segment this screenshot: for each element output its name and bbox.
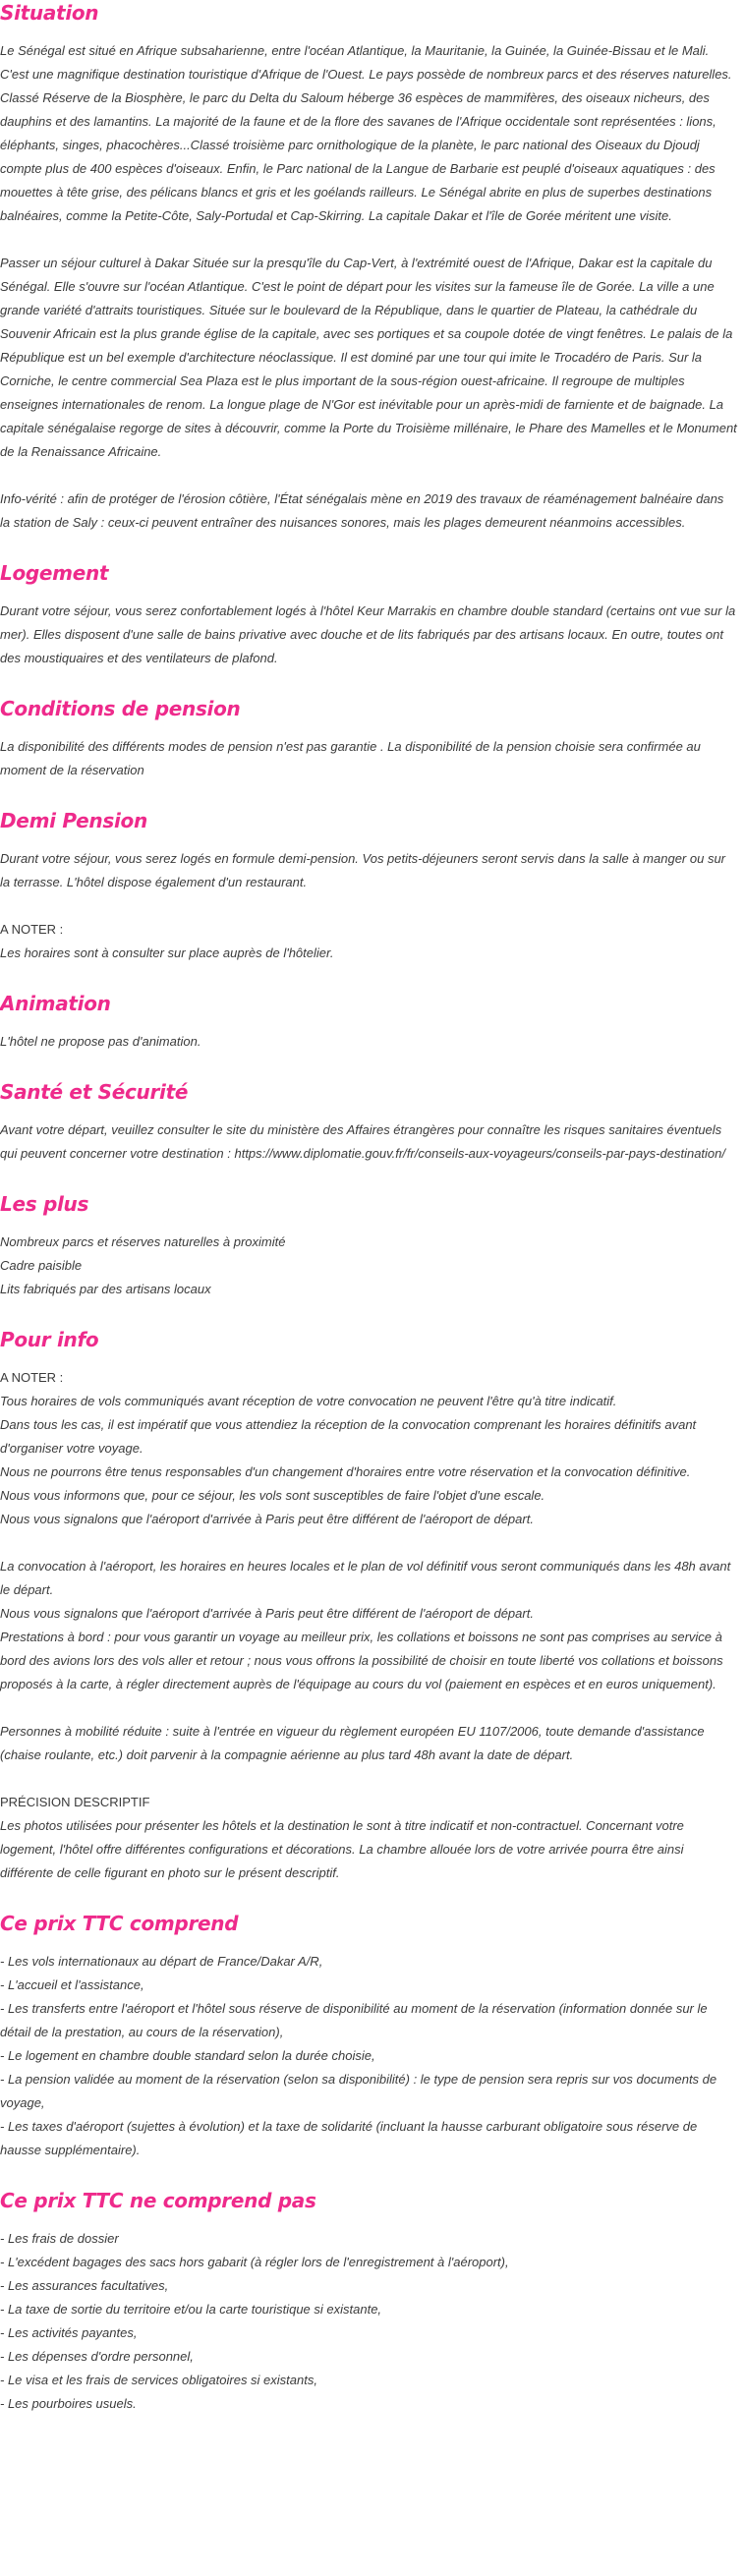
comprend-item: - Les taxes d'aéroport (sujettes à évolution) et la taxe de solidarité (incluant la hausse carburant obligatoire sous réserve de hausse supplémentaire).: [0, 2119, 698, 2157]
info-line: Nous vous informons que, pour ce séjour, les vols sont susceptibles de faire l'objet d'une escale.: [0, 1488, 545, 1503]
animation-paragraph: L'hôtel ne propose pas d'animation.: [0, 1034, 201, 1049]
section-les-plus: [0, 1191, 737, 1301]
non-comprend-item: - Les dépenses d'ordre personnel,: [0, 2349, 194, 2364]
section-situation: [0, 0, 737, 535]
info-line: Nous vous signalons que l'aéroport d'arrivée à Paris peut être différent de l'aéroport de départ.: [0, 1606, 534, 1621]
section-conditions: [0, 696, 737, 782]
comprend-item: - La pension validée au moment de la réservation (selon sa disponibilité) : le type de pension sera repris sur vos documents de voyage,: [0, 2072, 717, 2110]
non-comprend-item: - Les frais de dossier: [0, 2231, 119, 2246]
les-plus-item: Lits fabriqués par des artisans locaux: [0, 1282, 211, 1296]
info-line: Les photos utilisées pour présenter les hôtels et la destination le sont à titre indicatif et non-contractuel. Concernant votre logement, l'hôtel offre différentes configurations et décorations. La chambre allouée lors de votre arrivée pourra être ainsi différente de celle figurant en photo sur le présent descriptif.: [0, 1818, 684, 1880]
section-logement: [0, 560, 737, 670]
info-line: Dans tous les cas, il est impératif que vous attendiez la réception de la convocation comprenant les horaires définitifs avant d'organiser votre voyage.: [0, 1417, 697, 1456]
section-title-animation: Animation: [0, 992, 111, 1015]
section-title-conditions: Conditions de pension: [0, 697, 241, 720]
situation-paragraph-1: Le Sénégal est situé en Afrique subsaharienne, entre l'océan Atlantique, la Mauritanie, la Guinée, la Guinée-Bissau et le Mali. C'est une magnifique destination touristique d'Afrique de l'Ouest. Le pays possède de nombreux parcs et des réserves naturelles. Classé Réserve de la Biosphère, le parc du Delta du Saloum héberge 36 espèces de mammifères, des oiseaux nicheurs, des dauphins et des lamantins. La majorité de la faune et de la flore des savanes de l'Afrique occidentale sont représentées : lions, éléphants, singes, phacochères...Classé troisième parc ornithologique de la planète, le parc national des Oiseaux du Djoudj compte plus de 400 espèces d'oiseaux. Enfin, le Parc national de la Langue de Barbarie est peuplé d'oiseaux aquatiques : des mouettes à tête grise, des pélicans blancs et gris et les goélands railleurs. Le Sénégal abrite en plus de superbes destinations balnéaires, comme la Petite-Côte, Saly-Portudal et Cap-Skirring. La capitale Dakar et l'île de Gorée méritent une visite.: [0, 43, 732, 223]
sante-paragraph: Avant votre départ, veuillez consulter le site du ministère des Affaires étrangères pour connaître les risques sanitaires éventuels qui peuvent concerner votre destination : https://www.diplomatie.gouv.fr/fr/conseils-aux-voyageurs/conseils-par-pays-destination/: [0, 1122, 726, 1161]
section-prix-comprend: [0, 1911, 737, 2162]
info-line: Nous ne pourrons être tenus responsables d'un changement d'horaires entre votre réservation et la convocation définitive.: [0, 1464, 691, 1479]
info-precision-label: PRÉCISION DESCRIPTIF: [0, 1795, 150, 1809]
section-prix-ne-comprend-pas: [0, 2188, 737, 2416]
section-title-logement: Logement: [0, 561, 109, 585]
section-pour-info: [0, 1327, 737, 1885]
info-line: Prestations à bord : pour vous garantir un voyage au meilleur prix, les collations et boissons ne sont pas comprises au service à bord des avions lors des vols aller et retour ; nous vous offrons la possibilité de choisir en toute liberté vos collations et boissons proposés à la carte, à régler directement auprès de l'équipage au cours du vol (paiement en espèces et en euros uniquement).: [0, 1630, 723, 1691]
demi-pension-paragraph: Durant votre séjour, vous serez logés en formule demi-pension. Vos petits-déjeuners seront servis dans la salle à manger ou sur la terrasse. L'hôtel dispose également d'un restaurant.: [0, 851, 726, 889]
section-demi-pension: [0, 808, 737, 965]
comprend-item: - L'accueil et l'assistance,: [0, 1977, 144, 1992]
les-plus-item: Cadre paisible: [0, 1258, 83, 1273]
non-comprend-item: - Les activités payantes,: [0, 2325, 138, 2340]
info-line: La convocation à l'aéroport, les horaires en heures locales et le plan de vol définitif vous seront communiqués dans les 48h avant le départ.: [0, 1559, 731, 1597]
section-animation: [0, 991, 737, 1054]
les-plus-item: Nombreux parcs et réserves naturelles à proximité: [0, 1234, 286, 1249]
info-line: Tous horaires de vols communiqués avant réception de votre convocation ne peuvent l'être qu'à titre indicatif.: [0, 1394, 617, 1408]
section-title-pour-info: Pour info: [0, 1328, 99, 1351]
demi-pension-note: Les horaires sont à consulter sur place auprès de l'hôtelier.: [0, 945, 334, 960]
comprend-item: - Les vols internationaux au départ de France/Dakar A/R,: [0, 1954, 323, 1969]
info-note-label: A NOTER :: [0, 1370, 64, 1385]
situation-paragraph-2: Passer un séjour culturel à Dakar Située sur la presqu'île du Cap-Vert, à l'extrémité ouest de l'Afrique, Dakar est la capitale du Sénégal. Elle s'ouvre sur l'océan Atlantique. C'est le point de départ pour les visites sur la fameuse île de Gorée. La ville a une grande variété d'attraits touristiques. Située sur le boulevard de la République, dans le quartier de Plateau, la cathédrale du Souvenir Africain est la plus grande église de la capitale, avec ses portiques et sa coupole dotée de vingt fenêtres. Le palais de la République est un bel exemple d'architecture néoclassique. Il est dominé par une tour qui imite le Trocadéro de Paris. Sur la Corniche, le centre commercial Sea Plaza est le plus important de la sous-région ouest-africaine. Il regroupe de multiples enseignes internationales de renom. La longue plage de N'Gor est inévitable pour un après-midi de farniente et de baignade. La capitale sénégalaise regorge de sites à découvrir, comme la Porte du Troisième millénaire, le Phare des Mamelles et le Monument de la Renaissance Africaine.: [0, 256, 737, 459]
section-title-prix-comprend: Ce prix TTC comprend: [0, 1912, 239, 1935]
info-line: Nous vous signalons que l'aéroport d'arrivée à Paris peut être différent de l'aéroport de départ.: [0, 1512, 534, 1526]
demi-pension-note-label: A NOTER :: [0, 922, 64, 937]
section-sante: [0, 1079, 737, 1166]
section-title-situation: Situation: [0, 1, 99, 25]
section-title-prix-ne-comprend-pas: Ce prix TTC ne comprend pas: [0, 2189, 316, 2212]
section-title-demi-pension: Demi Pension: [0, 809, 147, 832]
non-comprend-item: - Les pourboires usuels.: [0, 2396, 137, 2411]
non-comprend-item: - L'excédent bagages des sacs hors gabarit (à régler lors de l'enregistrement à l'aéroport),: [0, 2255, 509, 2269]
comprend-item: - Les transferts entre l'aéroport et l'hôtel sous réserve de disponibilité au moment de la réservation (information donnée sur le détail de la prestation, au cours de la réservation),: [0, 2001, 708, 2039]
non-comprend-item: - Le visa et les frais de services obligatoires si existants,: [0, 2373, 317, 2387]
non-comprend-item: - La taxe de sortie du territoire et/ou la carte touristique si existante,: [0, 2302, 382, 2317]
logement-paragraph: Durant votre séjour, vous serez confortablement logés à l'hôtel Keur Marrakis en chambre double standard (certains ont vue sur la mer). Elles disposent d'une salle de bains privative avec douche et de lits fabriqués par des artisans locaux. En outre, toutes ont des moustiquaires et des ventilateurs de plafond.: [0, 603, 736, 665]
section-title-sante: Santé et Sécurité: [0, 1080, 189, 1104]
conditions-paragraph: La disponibilité des différents modes de pension n'est pas garantie . La disponibilité de la pension choisie sera confirmée au moment de la réservation: [0, 739, 701, 777]
non-comprend-item: - Les assurances facultatives,: [0, 2278, 169, 2293]
section-title-les-plus: Les plus: [0, 1192, 89, 1216]
info-line: Personnes à mobilité réduite : suite à l'entrée en vigueur du règlement européen EU 1107/2006, toute demande d'assistance (chaise roulante, etc.) doit parvenir à la compagnie aérienne au plus tard 48h avant la date de départ.: [0, 1724, 705, 1762]
comprend-item: - Le logement en chambre double standard selon la durée choisie,: [0, 2048, 375, 2063]
situation-paragraph-3: Info-vérité : afin de protéger de l'érosion côtière, l'État sénégalais mène en 2019 des travaux de réaménagement balnéaire dans la station de Saly : ceux-ci peuvent entraîner des nuisances sonores, mais les plages demeurent néanmoins accessibles.: [0, 491, 724, 530]
